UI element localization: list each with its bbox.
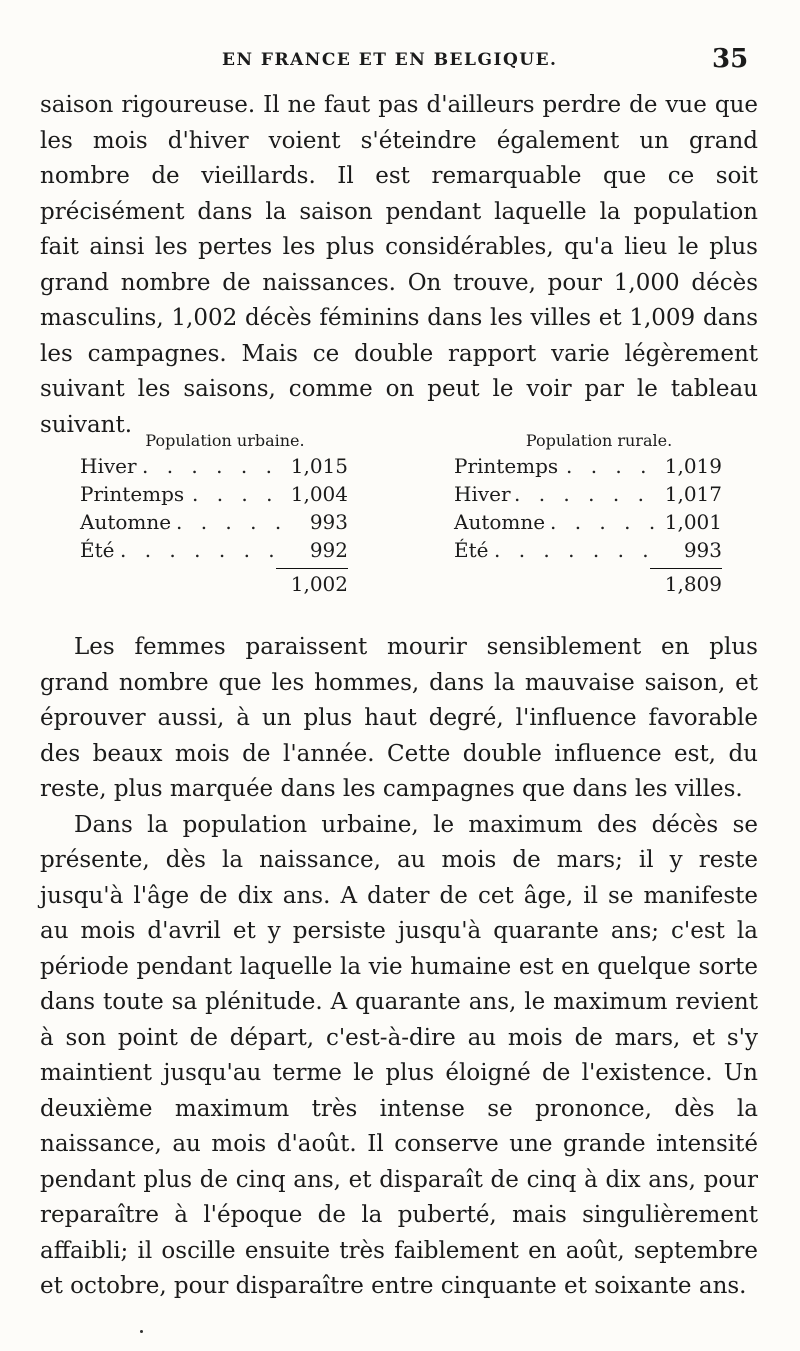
table-row: Hiver . . . . . . 1,015 xyxy=(80,454,348,478)
season-label: Automne xyxy=(454,510,546,534)
season-label: Automne xyxy=(80,510,172,534)
table-row: Printemps . . . . 1,019 xyxy=(454,454,722,478)
rural-column xyxy=(454,430,744,596)
table-row: Automne . . . . . 1,001 xyxy=(454,510,722,534)
table-row: Automne . . . . . 993 xyxy=(80,510,348,534)
text-block-bottom xyxy=(40,630,758,1305)
ratio-value: 1,019 xyxy=(664,454,722,478)
season-label: Été xyxy=(454,538,489,562)
ratio-value: 992 xyxy=(309,538,348,562)
running-title: EN FRANCE ET EN BELGIQUE. xyxy=(222,50,558,70)
ratio-value: 1,015 xyxy=(290,454,348,478)
ratio-value: 1,017 xyxy=(664,482,722,506)
table-row: Été . . . . . . . 992 xyxy=(80,538,348,562)
page-number: 35 xyxy=(712,44,749,74)
rural-heading: Population rurale. xyxy=(525,431,673,450)
text-block-top xyxy=(40,88,758,443)
mortality-ratio-table xyxy=(80,430,760,600)
sum-rule xyxy=(650,568,722,569)
ink-speck xyxy=(140,1330,143,1333)
table-row: Été . . . . . . . 993 xyxy=(454,538,722,562)
urban-heading: Population urbaine. xyxy=(145,431,305,450)
table-row: Printemps . . . . 1,004 xyxy=(80,482,348,506)
ratio-value: 1,004 xyxy=(290,482,348,506)
urban-total: 1,002 xyxy=(290,572,348,596)
paragraph: Les femmes paraissent mourir sensiblement en plus grand nombre que les hommes, dans la mauvaise saison, et éprouver aussi, à un plus haut degré, l'influence favorable des beaux mois de l'année. Cette double influence est, du reste, plus marquée dans les campagnes que dans les villes. xyxy=(40,634,758,802)
season-label: Été xyxy=(80,538,115,562)
paragraph: saison rigoureuse. Il ne faut pas d'ailleurs perdre de vue que les mois d'hiver voient s'éteindre également un grand nombre de vieillards. Il est remarquable que ce soit précisément dans la saison pendant laquelle la population fait ainsi les pertes les plus considérables, qu'a lieu le plus grand nombre de naissances. On trouve, pour 1,000 décès masculins, 1,002 décès féminins dans les villes et 1,009 dans les campagnes. Mais ce double rapport varie légèrement suivant les saisons, comme on peut le voir par le tableau suivant. xyxy=(40,92,758,438)
season-label: Printemps xyxy=(80,482,185,506)
ratio-value: 993 xyxy=(683,538,722,562)
rural-total: 1,809 xyxy=(664,572,722,596)
running-header xyxy=(0,40,800,80)
table-row: Hiver . . . . . . 1,017 xyxy=(454,482,722,506)
ratio-value: 1,001 xyxy=(664,510,722,534)
season-label: Printemps xyxy=(454,454,559,478)
season-label: Hiver xyxy=(454,482,511,506)
ratio-value: 993 xyxy=(309,510,348,534)
urban-column xyxy=(80,430,370,596)
season-label: Hiver xyxy=(80,454,137,478)
sum-rule xyxy=(276,568,348,569)
paragraph: Dans la population urbaine, le maximum des décès se présente, dès la naissance, au mois de mars; il y reste jusqu'à l'âge de dix ans. A dater de cet âge, il se manifeste au mois d'avril et y persiste jusqu'à quarante ans; c'est la période pendant laquelle la vie humaine est en quelque sorte dans toute sa plénitude. A quarante ans, le maximum revient à son point de départ, c'est-à-dire au mois de mars, et s'y maintient jusqu'au terme le plus éloigné de l'existence. Un deuxième maximum très intense se prononce, dès la naissance, au mois d'août. Il conserve une grande intensité pendant plus de cinq ans, et disparaît de cinq à dix ans, pour reparaître à l'époque de la puberté, mais singulièrement affaibli; il oscille ensuite très faiblement en août, septembre et octobre, pour disparaître entre cinquante et soixante ans. xyxy=(40,811,758,1299)
